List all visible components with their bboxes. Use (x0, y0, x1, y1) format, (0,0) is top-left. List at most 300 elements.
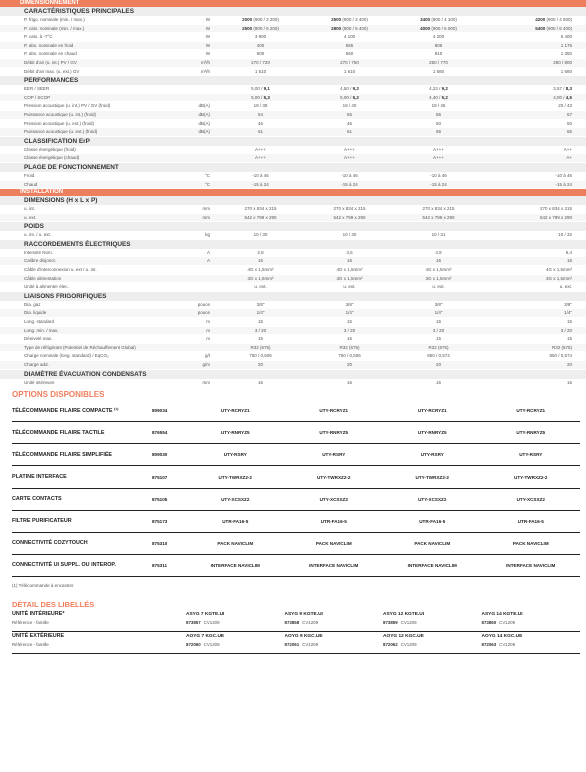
spec-section (0, 163, 586, 172)
spec-row (0, 94, 586, 103)
spec-row (0, 257, 586, 266)
spec-section (0, 222, 586, 231)
row-unit (174, 275, 216, 283)
ref-code: 872062 (383, 641, 398, 647)
row-value: 54 (257, 111, 263, 117)
option-code: 876554 (152, 430, 168, 436)
row-value: 3400 (900 / 4 100) (420, 17, 457, 22)
spec-section (0, 292, 586, 301)
option-name: CONNECTIVITÉ COZYTOUCH (12, 540, 88, 547)
option-value: UTR-FA16-5 (320, 518, 347, 524)
spec-section (0, 370, 586, 379)
spec-row (0, 128, 586, 137)
row-unit: dB(A) (198, 120, 210, 126)
row-value: 3/8" (564, 301, 572, 307)
row-value: 270 x 834 x 215 (539, 206, 572, 212)
row-unit: dB(A) (198, 111, 210, 117)
row-value: 3/8" (256, 301, 265, 307)
option-code: 809030 (152, 452, 168, 458)
libelle-model: AOYG 7 KGC.UE (186, 633, 225, 639)
section-heading: RACCORDEMENTS ÉLECTRIQUES (24, 240, 131, 248)
row-label: Puissance acoustique (u. int.) (froid) (24, 111, 97, 117)
option-name: TÉLÉCOMMANDE FILAIRE SIMPLIFIÉE (12, 451, 113, 458)
libelles-title: DÉTAIL DES LIBELLÉS (12, 599, 95, 609)
row-value: 270 / 720 (251, 59, 270, 65)
row-label: Pression acoustique (u. ext.) (froid) (24, 120, 95, 126)
row-value: u. ext. (254, 284, 267, 290)
row-unit: kg (205, 232, 210, 238)
row-value: u. ext. (559, 284, 572, 290)
row-label: EER / SEER (24, 86, 50, 92)
row-value: 750 / 0,506 (338, 353, 361, 359)
spec-row (0, 146, 586, 155)
row-value: 15 (346, 319, 352, 325)
row-value: 15 (346, 336, 352, 342)
family-code: CV1209 (499, 641, 516, 647)
row-value: 4 200 (432, 34, 445, 40)
spec-row (0, 335, 586, 344)
row-value: 46 (346, 120, 352, 126)
spec-section (0, 240, 586, 249)
row-value: 280 / 800 (553, 59, 572, 65)
row-unit: m (206, 336, 210, 342)
row-value: -10 à 46 (430, 172, 447, 178)
row-unit: A (206, 258, 210, 264)
option-value: INTERFACE NAVICLIM (506, 562, 556, 568)
libelle-model: ASYG 7 KGTE.UI (186, 611, 225, 617)
row-unit: g/t (204, 353, 210, 359)
row-value: 15 (566, 319, 572, 325)
option-value: UTY-XCSXZ2 (221, 496, 250, 502)
row-unit: g/m (202, 362, 210, 367)
row-value: 542 x 799 x 290 (333, 214, 366, 220)
option-code: 875311 (152, 562, 168, 568)
libelle-block (12, 632, 580, 654)
libelle-sub-label: Référence - famille (12, 619, 49, 625)
row-value: 20 (346, 362, 352, 367)
spec-row (0, 50, 586, 59)
row-value: 1 680 (560, 68, 572, 74)
row-value: 3G x 1,5mm² (545, 275, 572, 281)
row-value: 4G x 1,5mm² (336, 267, 363, 273)
row-value: 10 / 31 (431, 232, 446, 238)
row-value: 1 610 (343, 68, 356, 74)
row-label: Dia. gaz (24, 301, 41, 307)
option-code: 875173 (152, 518, 168, 524)
row-value: 3,5 (346, 249, 353, 255)
row-value: 20 / 43 (558, 103, 572, 109)
libelle-sub (12, 619, 580, 627)
row-value: 5400 (900 / 6 400) (535, 25, 572, 31)
row-value: A++ (563, 146, 572, 152)
spec-row (0, 275, 586, 284)
row-value: 55 (346, 111, 352, 117)
option-value: UTY-RSRY (223, 452, 247, 458)
row-value: u. ext. (432, 284, 445, 290)
row-value: 16 (346, 379, 352, 385)
row-value: 1/4" (345, 310, 354, 316)
section-heading: DIMENSIONS (H x L x P) (24, 197, 98, 205)
spec-row (0, 249, 586, 258)
row-value: 10 / 32 (558, 232, 572, 238)
specs-bottom (0, 196, 586, 387)
option-row (12, 466, 580, 488)
row-unit: pouce (197, 301, 210, 307)
spec-row (0, 205, 586, 214)
options-table (0, 400, 586, 577)
row-value: 20 (435, 362, 441, 367)
row-label: Long. min. / max. (24, 327, 59, 333)
row-value: 1/4" (434, 310, 443, 316)
libelle-ref (383, 619, 482, 627)
libelle-block (12, 610, 580, 632)
option-value: UTY-RCRYZ1 (319, 408, 349, 414)
libelle-model: AOYG 12 KGC.UE (383, 633, 424, 639)
row-value: 3 / 20 (432, 327, 445, 333)
option-value: UTY-XCSXZ2 (418, 496, 447, 502)
row-unit (174, 154, 216, 162)
row-unit (174, 146, 216, 154)
row-value: 3 / 20 (560, 327, 572, 333)
option-name: PLATINE INTERFACE (12, 474, 67, 481)
row-value: A+++ (255, 155, 266, 161)
row-value: 4200 (900 / 4 500) (535, 17, 572, 22)
row-label: Charge nominale (long. standard) / EqCO₂ (24, 353, 109, 359)
row-label: Débit d'air max. (u. ext.) GV (24, 68, 80, 74)
row-value: 15 (435, 336, 441, 342)
spec-row (0, 68, 586, 77)
section-heading: CARACTÉRISTIQUES PRINCIPALES (24, 8, 134, 15)
row-unit (174, 344, 216, 352)
row-value: 2500 (900 / 3 400) (331, 17, 368, 22)
spec-row (0, 327, 586, 336)
row-unit: W (205, 25, 210, 31)
row-value: 16 (257, 258, 263, 264)
row-value: 50 (435, 120, 441, 126)
spec-row (0, 361, 586, 370)
row-label: Charge add. (24, 362, 49, 367)
row-value: 542 x 799 x 290 (244, 214, 277, 220)
footnote: (1) Télécommande à encastrer (12, 582, 74, 588)
row-label: Classe énergétique (chaud) (24, 155, 80, 161)
libelle-name: UNITÉ EXTÉRIEURE (12, 632, 65, 639)
row-value: R32 (675) (551, 344, 572, 350)
row-value: -10 à 46 (252, 172, 269, 178)
option-code: 875107 (152, 474, 168, 480)
spec-row (0, 301, 586, 310)
option-value: UTY-RSRY (420, 452, 444, 458)
row-label: Unité intérieure (24, 379, 55, 385)
row-value: 10 / 30 (253, 232, 268, 238)
row-value: 270 x 834 x 215 (333, 206, 366, 212)
option-value: UTR-FA16-5 (517, 518, 544, 524)
option-row (12, 533, 580, 555)
row-value: A+++ (344, 155, 355, 161)
row-value: 910 (434, 51, 443, 57)
row-value: 2500 (900 / 5 200) (242, 25, 279, 31)
row-value: R32 (675) (428, 344, 449, 350)
option-name: CONNECTIVITÉ UI SUPPL. OU INTEROP. (12, 562, 116, 569)
spec-row (0, 352, 586, 361)
row-value: 5,00 / 5,3 (251, 94, 270, 100)
specs-top (0, 7, 586, 189)
row-label: Chaud (24, 181, 38, 187)
spec-row (0, 111, 586, 120)
row-unit: W (205, 42, 210, 48)
row-unit: m (206, 327, 210, 333)
ref-code: 873860 (481, 619, 497, 625)
row-value: 560 (345, 51, 354, 57)
option-value: INTERFACE NAVICLIM (309, 562, 359, 568)
spec-row (0, 25, 586, 34)
libelle-model: AOYG 14 KGC.UE (481, 633, 523, 639)
row-value: 15 (435, 319, 441, 325)
option-row (12, 489, 580, 511)
row-value: 3/8" (345, 301, 354, 307)
row-value: 250 / 770 (429, 59, 448, 65)
row-value: 3G x 1,5mm² (425, 275, 452, 281)
row-label: P. abs. nominale en chaud (24, 51, 77, 57)
ref-code: 873859 (383, 619, 398, 625)
row-label: Dia. liquide (24, 310, 47, 316)
option-value: UTY-RSRY (519, 452, 543, 458)
row-value: 19 / 45 (431, 103, 446, 109)
option-value: UTY-RCRYZ1 (516, 408, 546, 414)
spec-section (0, 196, 586, 205)
row-value: 4G x 1,5mm² (247, 267, 274, 273)
row-value: 3G x 1,5mm² (247, 275, 274, 281)
libelle-ref (186, 619, 285, 627)
row-value: 16 (257, 379, 263, 385)
row-value: 56 (435, 111, 441, 117)
ref-code: 872060 (186, 641, 201, 647)
row-unit: m (206, 319, 210, 325)
row-value: A+++ (433, 155, 444, 161)
row-value: 1/4" (564, 310, 572, 316)
spec-row (0, 85, 586, 94)
option-value: PACK NAVICLIM (414, 540, 451, 546)
option-value: INTERFACE NAVICLIM (210, 562, 260, 568)
row-label: P. frigo. nominale (min. / max.) (24, 17, 85, 22)
option-row (12, 422, 580, 444)
row-value: -15 à 24 (430, 181, 447, 187)
row-value: 3 / 20 (254, 327, 267, 333)
row-value: 19 / 40 (342, 103, 357, 109)
row-value: R32 (675) (250, 344, 271, 350)
row-label: Type de réfrigérant (Potentiel de Réchauffement Global) (24, 344, 136, 350)
row-value: -15 à 24 (252, 181, 269, 187)
libelle-model: AOYG 9 KGC.UE (284, 633, 323, 639)
libelles-table (0, 610, 586, 654)
row-value: 270 x 834 x 215 (244, 206, 277, 212)
option-value: UTY-XCSXZ2 (516, 496, 545, 502)
row-unit: W (205, 51, 210, 57)
row-value: 4 100 (343, 34, 356, 40)
row-unit: mm (202, 379, 210, 385)
section-bar-installation: INSTALLATION (0, 189, 586, 196)
row-value: 65 (435, 129, 441, 135)
section-heading: DIAMÈTRE ÉVACUATION CONDENSATS (24, 370, 147, 378)
spec-row (0, 42, 586, 51)
row-value: 16 (346, 258, 352, 264)
row-value: 1 350 (560, 51, 572, 57)
row-value: 6,4 (565, 249, 572, 255)
spec-row (0, 120, 586, 129)
family-code: CV1209 (203, 641, 220, 647)
family-code: CV1209 (203, 619, 220, 625)
row-label: Unité à alimenter élec. (24, 284, 69, 290)
row-value: 16 (566, 379, 572, 385)
row-label: P. calo. nominale (min. / max.) (24, 25, 85, 31)
libelle-header (12, 610, 580, 619)
row-value: 850 / 0,574 (549, 353, 572, 359)
spec-row (0, 59, 586, 68)
spec-section (0, 7, 586, 16)
libelle-ref (285, 641, 384, 649)
libelle-model: ASYG 12 KGTE.UI (383, 611, 425, 617)
row-value: 850 / 0,574 (427, 353, 450, 359)
option-code: 875310 (152, 540, 168, 546)
spec-row (0, 379, 586, 388)
option-row (12, 555, 580, 577)
family-code: CV1209 (400, 641, 417, 647)
row-label: Froid (24, 172, 35, 178)
row-value: 3,57 / 8,3 (553, 86, 572, 92)
row-unit: A (206, 249, 210, 255)
row-value: -15 à 24 (555, 181, 572, 187)
option-row (12, 400, 580, 422)
row-value: 270 x 834 x 215 (422, 206, 455, 212)
option-row (12, 444, 580, 466)
row-value: 3 / 20 (343, 327, 356, 333)
spec-row (0, 309, 586, 318)
row-value: 500 (256, 51, 265, 57)
row-value: -10 à 46 (341, 172, 358, 178)
spec-row (0, 181, 586, 190)
section-heading: CLASSIFICATION ErP (24, 137, 90, 145)
row-value: 57 (566, 111, 572, 117)
row-value: 750 / 0,506 (249, 353, 272, 359)
row-label: Puissance acoustique (u. ext.) (froid) (24, 129, 98, 135)
option-value: UTY-TWRXZ2-2 (514, 474, 548, 480)
row-value: 4000 (900 / 6 000) (420, 25, 457, 31)
spec-section (0, 76, 586, 85)
row-label: u. int. (24, 206, 36, 212)
row-label: u. ext. (24, 214, 37, 220)
option-name: TÉLÉCOMMANDE FILAIRE TACTILE (12, 429, 105, 436)
ref-code: 873857 (186, 619, 201, 625)
row-value: 400 (256, 42, 265, 48)
row-unit: °C (204, 181, 210, 187)
row-value: 4G x 1,5mm² (545, 267, 572, 273)
row-value: 4G x 1,5mm² (425, 267, 452, 273)
spec-row (0, 283, 586, 292)
option-name: CARTE CONTACTS (12, 496, 62, 503)
row-label: Intensité Nom. (24, 249, 54, 255)
row-unit: W (205, 17, 210, 22)
family-code: CV1209 (400, 619, 417, 625)
option-value: PACK NAVICLIM (512, 540, 549, 546)
row-value: 50 (566, 120, 572, 126)
section-heading: POIDS (24, 223, 44, 231)
row-value: A+++ (255, 146, 266, 152)
row-unit: m³/h (201, 59, 210, 65)
row-value: 555 (345, 42, 354, 48)
row-value: 2,8 (257, 249, 264, 255)
row-value: 20 (566, 362, 572, 367)
row-value: 3 900 (254, 34, 267, 40)
section-heading: PERFORMANCES (24, 77, 79, 85)
row-value: 805 (434, 42, 443, 48)
row-value: A+++ (433, 146, 444, 152)
row-value: 3/8" (434, 301, 443, 307)
section-heading: LIAISONS FRIGORIFIQUES (24, 292, 107, 300)
row-unit: pouce (197, 310, 210, 316)
libelle-sub (12, 641, 580, 649)
row-value: R32 (675) (339, 344, 360, 350)
libelle-ref (383, 641, 482, 649)
spec-row (0, 16, 586, 25)
spec-row (0, 172, 586, 181)
row-value: -15 à 24 (341, 181, 358, 187)
row-label: P. abs. nominale en froid (24, 42, 74, 48)
row-value: 16 (435, 379, 441, 385)
row-value: 19 / 38 (253, 103, 268, 109)
option-name: TÉLÉCOMMANDE FILAIRE COMPACTE ⁽¹⁾ (12, 407, 119, 414)
option-value: UTY-RNRYZ5 (220, 430, 250, 436)
row-value: 65 (566, 129, 572, 135)
libelle-model: ASYG 14 KGTE.UI (481, 611, 523, 617)
option-value: UTY-TWRXZ2-2 (317, 474, 351, 480)
spec-row (0, 266, 586, 275)
option-value: INTERFACE NAVICLIM (407, 562, 457, 568)
row-value: 4,50 / 9,2 (340, 86, 359, 92)
option-value: UTY-RSRY (322, 452, 346, 458)
option-value: PACK NAVICLIM (315, 540, 352, 546)
option-value: UTY-RNRYZ5 (319, 430, 349, 436)
family-code: CV1209 (302, 641, 319, 647)
option-value: UTR-FA16-5 (419, 518, 446, 524)
row-value: 61 (346, 129, 352, 135)
option-value: UTY-RNRYZ5 (417, 430, 447, 436)
libelle-ref (482, 641, 581, 649)
spec-row (0, 214, 586, 223)
spec-row (0, 344, 586, 353)
spec-row (0, 102, 586, 111)
option-value: UTY-TWRXZ2-2 (415, 474, 449, 480)
row-label: Dénivelé max. (24, 336, 53, 342)
ref-code: 872061 (284, 641, 300, 647)
libelle-ref (482, 619, 581, 627)
section-bar-dimensionnement: DIMENSIONNEMENT (0, 0, 586, 7)
row-value: A+ (566, 155, 572, 161)
row-value: 4,22 / 9,2 (429, 86, 448, 92)
row-unit: W (205, 34, 210, 40)
row-value: 1/4" (256, 310, 265, 316)
row-unit: dB(A) (198, 129, 210, 135)
family-code: CV1209 (302, 619, 319, 625)
row-unit: dB(A) (198, 103, 210, 109)
row-value: 5,00 / 9,1 (251, 86, 270, 92)
row-label: Long. standard (24, 319, 55, 325)
row-value: 2800 (900 / 5 400) (331, 25, 368, 31)
row-value: -10 à 46 (555, 172, 572, 178)
row-value: 6 400 (560, 34, 572, 40)
option-value: UTY-RNRYZ5 (516, 430, 546, 436)
spec-row (0, 154, 586, 163)
row-label: Pression acoustique (u. int.) PV / GV (froid) (24, 103, 111, 109)
row-value: 1 680 (432, 68, 445, 74)
